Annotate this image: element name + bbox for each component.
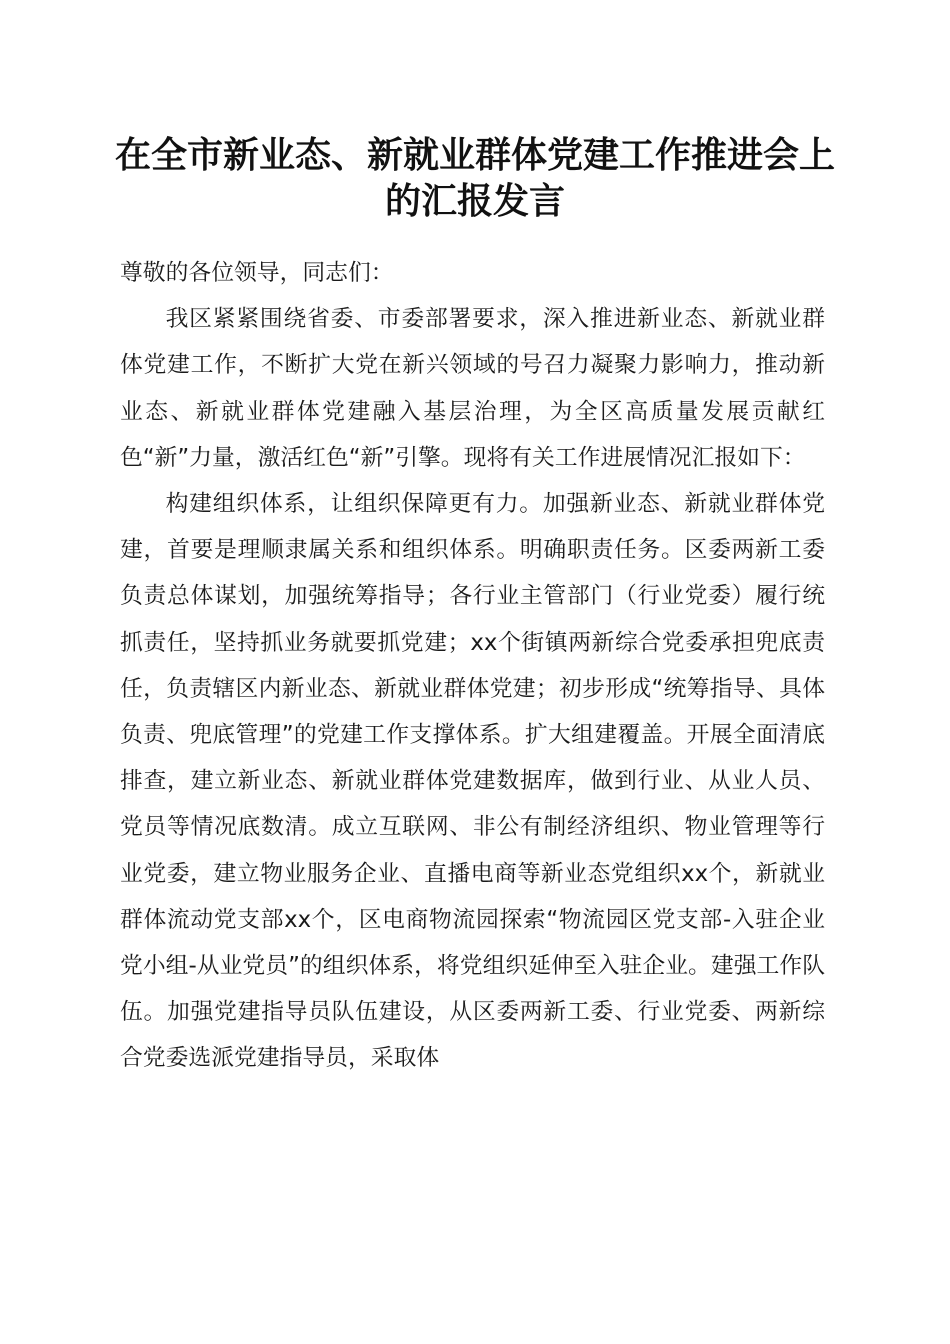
paragraph-intro: 我区紧紧围绕省委、市委部署要求，深入推进新业态、新就业群体党建工作，不断扩大党在新兴领域的号召力凝聚力影响力，推动新业态、新就业群体党建融入基层治理，为全区高质量发展贡献红色“新”力量，激活红色“新”引擎。现将有关工作进展情况汇报如下：	[120, 306, 825, 471]
title-line-2: 的汇报发言	[384, 180, 565, 222]
document-body	[120, 250, 825, 1082]
paragraph-organization: 构建组织体系，让组织保障更有力。加强新业态、新就业群体党建，首要是理顺隶属关系和组织体系。明确职责任务。区委两新工委负责总体谋划，加强统筹指导；各行业主管部门（行业党委）履行统抓责任，坚持抓业务就要抓党建；xx个街镇两新综合党委承担兜底责任，负责辖区内新业态、新就业群体党建；初步形成“统筹指导、具体负责、兜底管理”的党建工作支撑体系。扩大组建覆盖。开展全面清底排查，建立新业态、新就业群体党建数据库，做到行业、从业人员、党员等情况底数清。成立互联网、非公有制经济组织、物业管理等行业党委，建立物业服务企业、直播电商等新业态党组织xx个，新就业群体流动党支部xx个，区电商物流园探索“物流园区党支部-入驻企业党小组-从业党员”的组织体系，将党组织延伸至入驻企业。建强工作队伍。加强党建指导员队伍建设，从区委两新工委、行业党委、两新综合党委选派党建指导员，采取体	[120, 491, 825, 1072]
salutation: 尊敬的各位领导，同志们：	[120, 260, 394, 286]
title-line-1: 在全市新业态、新就业群体党建工作推进会上	[114, 134, 835, 176]
document-title	[100, 132, 850, 224]
